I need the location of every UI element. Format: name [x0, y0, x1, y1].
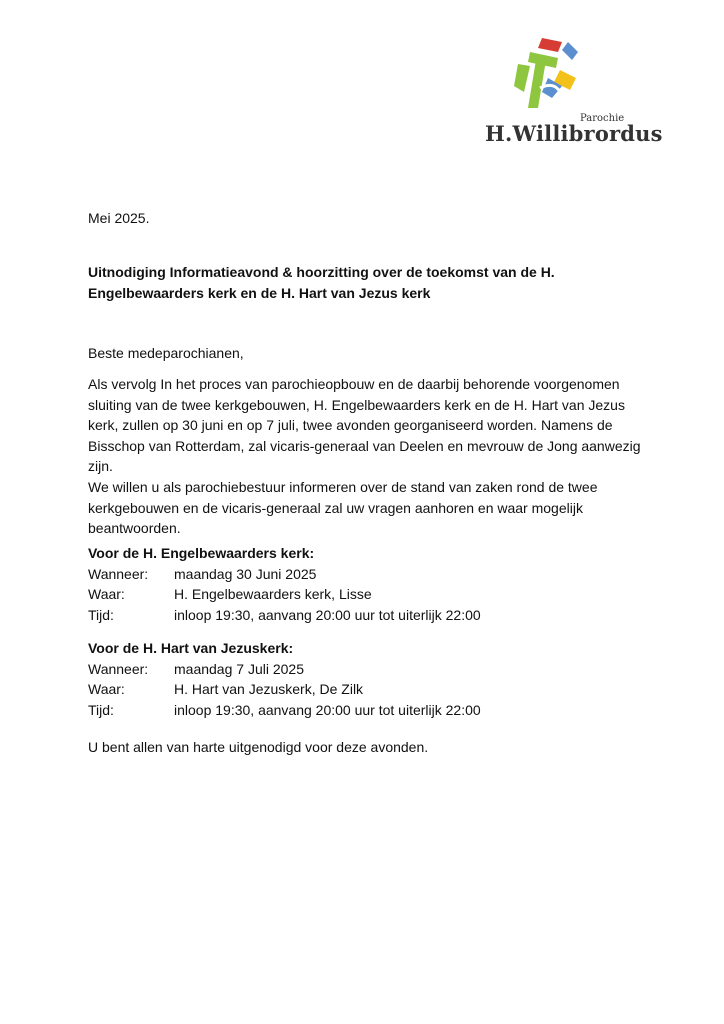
- event-value: inloop 19:30, aanvang 20:00 uur tot uiterlijk 22:00: [174, 701, 481, 718]
- event-row-where: [88, 584, 481, 605]
- event-label: Tijd:: [88, 701, 114, 718]
- event-row-when: [88, 564, 481, 585]
- logo-title: H.Willibrordus: [485, 121, 663, 146]
- body-paragraph-1: Als vervolg In het proces van parochieopbouw en de daarbij behorende voorgenomen sluiting van de twee kerkgebouwen, H. Engelbewaarders kerk en de H. Hart van Jezus kerk, zullen op 30 juni en op 7 juli, twee avonden georganiseerd worden. Namens de Bisschop van Rotterdam, zal vicaris-generaal van Deelen en mevrouw de Jong aanwezig zijn.: [88, 376, 641, 474]
- event-label: Waar:: [88, 681, 125, 697]
- event-value: inloop 19:30, aanvang 20:00 uur tot uiterlijk 22:00: [174, 606, 481, 623]
- event-row-when: [88, 659, 481, 680]
- event-label: Wanneer:: [88, 565, 149, 582]
- letter-greeting: Beste medeparochianen,: [88, 345, 244, 361]
- cross-logo-icon: [500, 30, 600, 114]
- letter-closing: U bent allen van harte uitgenodigd voor deze avonden.: [88, 739, 429, 755]
- event-label: Waar:: [88, 586, 125, 602]
- event-label: Tijd:: [88, 606, 114, 623]
- logo-small-text: Parochie: [580, 113, 625, 124]
- event-engelbewaarders: [88, 543, 481, 625]
- letter-subject: Uitnodiging Informatieavond & hoorzitting over de toekomst van de H. Engelbewaarders kerk en de H. Hart van Jezus kerk: [88, 264, 555, 301]
- event-heading: Voor de H. Hart van Jezuskerk:: [88, 640, 294, 656]
- event-row-where: [88, 679, 481, 700]
- parish-logo: [480, 30, 663, 150]
- event-row-time: [88, 700, 481, 721]
- event-value: maandag 7 Juli 2025: [174, 660, 304, 677]
- event-hart-van-jezus: [88, 638, 481, 720]
- event-value: H. Engelbewaarders kerk, Lisse: [174, 586, 372, 602]
- event-value: maandag 30 Juni 2025: [174, 565, 317, 582]
- event-heading: Voor de H. Engelbewaarders kerk:: [88, 545, 315, 561]
- event-row-time: [88, 605, 481, 626]
- event-value: H. Hart van Jezuskerk, De Zilk: [174, 681, 364, 697]
- event-label: Wanneer:: [88, 660, 149, 677]
- letter-date: Mei 2025.: [88, 210, 150, 226]
- body-paragraph-2: We willen u als parochiebestuur informeren over de stand van zaken rond de twee kerkgebouwen en de vicaris-generaal zal uw vragen aanhoren en waar mogelijk beantwoorden.: [88, 479, 598, 536]
